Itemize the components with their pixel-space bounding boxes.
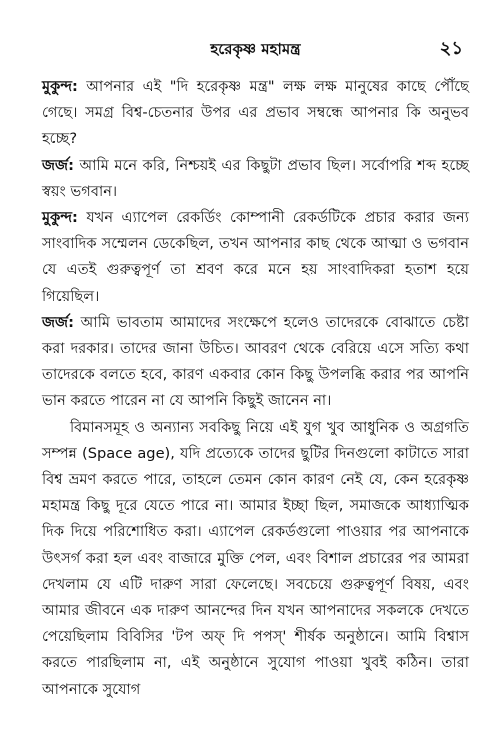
speaker-label: মুকুন্দ: — [42, 78, 78, 95]
page-body — [42, 74, 469, 703]
speaker-label: জর্জ: — [42, 313, 74, 331]
body-paragraph — [42, 415, 469, 703]
speaker-label: মুকুন্দ: — [42, 209, 78, 227]
dialogue-paragraph — [42, 74, 469, 153]
dialogue-paragraph — [42, 153, 469, 205]
paragraph-text: বিমানসমূহ ও অন্যান্য সবকিছু নিয়ে এই যুগ খুব আধুনিক ও অগ্রগতি সম্পন্ন (Space age), যদি প্রত্যেকে তাদের ছুটির দিনগুলো কাটাতে সারা বিশ্ব ভ্রমণ করতে পারে, তাহলে তেমন কোন কারণ নেই যে, কেন হরেকৃষ্ণ মহামন্ত্র কিছু দূরে যেতে পারে না। আমার ইচ্ছা ছিল, সমাজকে আধ্যাত্মিক দিক দিয়ে পরিশোধিত করা। এ্যাপেল রেকর্ডগুলো পাওয়ার পর আপনাকে উৎসর্গ করা হল এবং বাজারে মুক্তি পেল, এবং বিশাল প্রচারের পর আমরা দেখলাম যে এটি দারুণ সারা ফেলেছে। সবচেয়ে গুরুত্বপূর্ণ বিষয়, এবং আমার জীবনে এক দারুণ আনন্দের দিন যখন আপনাদের সকলকে দেখতে পেয়েছিলাম বিবিসির 'টপ অফ্ দি পপস্' শীর্ষক অনুষ্ঠানে। আমি বিশ্বাস করতে পারছিলাম না, এই অনুষ্ঠানে সুযোগ পাওয়া খুবই কঠিন। তারা আপনাকে সুযোগ — [42, 418, 469, 698]
running-title: হরেকৃষ্ণ মহামন্ত্র — [210, 40, 301, 58]
speaker-label: জর্জ: — [42, 156, 74, 174]
paragraph-text: যখন এ্যাপেল রেকর্ডিং কোম্পানী রেকর্ডটিকে প্রচার করার জন্য সাংবাদিক সম্মেলন ডেকেছিল, তখন আপনার কাছ থেকে আত্মা ও ভগবান যে এতই গুরুত্বপূর্ণ তা শ্রবণ করে মনে হয় সাংবাদিকরা হতাশ হয়ে গিয়েছিল। — [42, 209, 469, 305]
dialogue-paragraph — [42, 205, 469, 310]
dialogue-paragraph — [42, 310, 469, 415]
paragraph-text: আমি মনে করি, নিশ্চয়ই এর কিছুটা প্রভাব ছিল। সর্বোপরি শব্দ হচ্ছে স্বয়ং ভগবান। — [42, 156, 469, 200]
paragraph-text: আমি ভাবতাম আমাদের সংক্ষেপে হলেও তাদেরকে বোঝাতে চেষ্টা করা দরকার। তাদের জানা উচিত। আবরণ থেকে বেরিয়ে এসে সত্যি কথা তাদেরকে বলতে হবে, কারণ একবার কোন কিছু উপলব্ধি করার পর আপনি ভান করতে পারেন না যে আপনি কিছুই জানেন না। — [42, 313, 469, 410]
page-number: ২১ — [439, 38, 463, 59]
paragraph-text: আপনার এই "দি হরেকৃষ্ণ মন্ত্র" লক্ষ লক্ষ মানুষের কাছে পৌঁছে গেছে। সমগ্র বিশ্ব-চেতনার উপর এর প্রভাব সম্বন্ধে আপনার কি অনুভব হচ্ছে? — [42, 78, 469, 148]
page-header — [42, 34, 469, 64]
